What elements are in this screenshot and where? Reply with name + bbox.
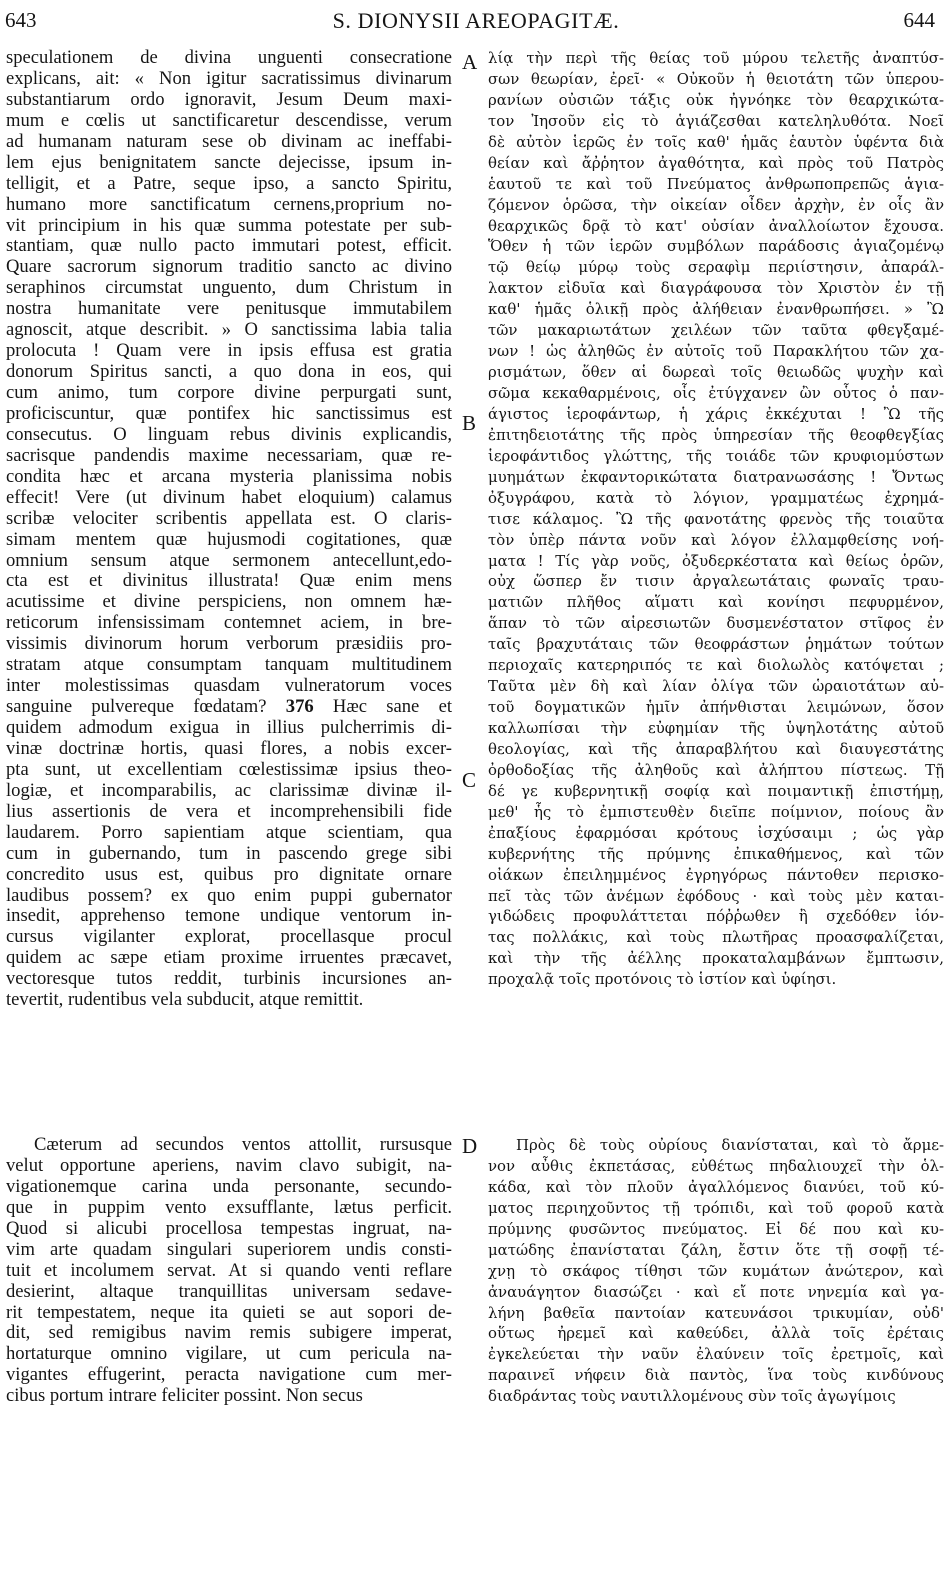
text-line: ματώδης ἐπανίσταται ζάλη, ἔστιν ὅτε τῇ σοφῇ τέ-: [488, 1240, 944, 1259]
text-line: κάδα, καὶ τὸν πλοῦν ἀγαλλόμενος διανύει, τοῦ κύ-: [488, 1177, 944, 1196]
text-line: laudibus possem? ex quo enim puppi gubernator: [6, 884, 452, 906]
text-line: lem ejus benignitatem sancte dejecisse, ipsum in-: [6, 151, 452, 173]
text-line: τον Ἰησοῦν εἰς τὸ ἁγιάζεσθαι κατεληλυθότα. Νοεῖ: [488, 111, 944, 130]
text-line: διαδράντας τοὺς ναυτιλλομένους σὺν τοῖς ἀγωγίμοις: [488, 1387, 896, 1406]
text-line: donorum Spiritus sancti, a quo dona in eos, qui: [6, 361, 452, 383]
text-line: μεθ' ἧς τὸ ἐμπιστευθὲν διεῖπε ποίμνιον, ποίους ἂν: [488, 802, 944, 821]
text-line: logiæ, et incomparabilis, ac clarissimæ divinæ il-: [6, 779, 452, 801]
text-line: concredito usus est, quibus pro dignitate ornare: [6, 863, 452, 885]
text-line: ματος περιηχοῦντος τῇ τρόπιδι, καὶ τοῦ φοροῦ κατὰ: [488, 1198, 944, 1217]
left-page-number: 643: [5, 8, 37, 32]
text-line: vinæ doctrinæ hortis, quasi flores, a nobis excer-: [6, 737, 452, 759]
text-line: effecit! Vere (ut divinum habet eloquium) calamus: [6, 486, 452, 508]
text-line: λίᾳ τὴν περὶ τῆς θείας τοῦ μύρου τελετῆς ἀναπτύσ-: [488, 49, 944, 67]
text-line: ἐπιτηδειοτάτης τῆς πρὸς ὑπηρεσίαν τῆς θεοφθεγξίας: [488, 425, 944, 444]
text-line: περιοχαῖς κατερηριπός τε καὶ διολωλὸς κατόψεται ;: [488, 656, 944, 675]
text-line: condita hæc et arcana mysteria planissima nobis: [6, 465, 452, 487]
text-line: proficiscuntur, quæ pontifex hic sanctissimus est: [6, 402, 452, 424]
text-line: Quare sacrorum signorum traditio sancto ac divino: [6, 256, 452, 278]
text-line: νων ! ὡς ἀληθῶς ἐν αὐτοῖς τοῦ Παρακλήτου τῶν χα-: [488, 342, 944, 361]
text-line: agnoscit, atque describit. » O sanctissima labia talia: [6, 319, 452, 341]
margin-letter-b: B: [462, 411, 477, 435]
text-line: τὸν ὑπὲρ πάντα νοῦν καὶ λόγον ἐλλαμφθείσης νοή-: [488, 530, 944, 549]
text-line: θείαν καὶ ἄῤῥητον ἀγαθότητα, καὶ πρὸς τοῦ Πατρὸς: [488, 153, 944, 172]
text-line: quidem admodum exigua in illius pulcherrimis di-: [6, 717, 452, 738]
text-line: tuit et incolumem servat. At si quando venti reflare: [6, 1259, 452, 1281]
text-line: simam mentem quæ hujusmodi cogitationes, quæ: [6, 528, 452, 550]
text-line: telligit, et a Patre, seque ipso, a sancto Spiritu,: [6, 172, 452, 194]
text-line: μυημάτων ἐκφαντορικώτατα διατρανωσάσης ! Ὄντως: [488, 467, 944, 486]
text-line: ad humanam naturam sese ob divinam ac ineffabi-: [6, 130, 452, 152]
text-line: reticorum infensissimam contemnet aciem, in bre-: [6, 612, 452, 634]
text-line: ταῖς βραχυτάταις τῶν θεοφράστων ῥημάτων τούτων: [488, 635, 944, 654]
text-line: cibus portum intrare feliciter possint. Non secus: [6, 1385, 363, 1407]
text-line: παραινεῖ νήφειν διὰ παντὸς, ἵνα τοὺς κινδύνους: [488, 1366, 944, 1385]
text-line: ὀξυγράφου, κατὰ τὸ λόγιον, γραμματέως ἐχρημά-: [488, 488, 944, 507]
running-title: S. DIONYSII AREOPAGITÆ.: [332, 8, 620, 33]
right-page-number: 644: [903, 8, 935, 32]
text-line: vigationemque carina unda personante, secundo-: [6, 1175, 452, 1197]
text-line: vissimis divinorum horum verborum præsidiis pro-: [6, 633, 452, 655]
text-line: ὀρθοδοξίας τῆς ἀληθοῦς καὶ ἀλήπτου πίστεως. Τῇ: [488, 760, 944, 779]
text-line: omnium sensum atque sermonem antecellunt,edo-: [6, 549, 452, 571]
text-line: nostra humanitate vere penitusque immutabilem: [6, 298, 452, 320]
text-line: laudarem. Porro sapientiam atque scientiam, qua: [6, 821, 452, 843]
greek-column-upper: [488, 48, 944, 990]
text-line: ἑαυτοῦ τε καὶ τοῦ Πνεύματος ἀνθρωποπρεπῶς ἁγια-: [488, 174, 944, 193]
text-line: ἅπαν τὸ τῶν αἱρεσιωτῶν δυσμενέστατον στῖφος ἐν: [488, 614, 944, 633]
text-line: que in puppim vento exsufflante, lætus perficit.: [6, 1196, 452, 1218]
text-line: cum in gubernando, tum in pascendo grege sibi: [6, 842, 452, 864]
text-line: σων θεωρίαν, ἐρεῖ· « Οὐκοῦν ἡ θειοτάτη τῶν ὑπερου-: [488, 69, 944, 88]
text-line: οὕτως ἠρεμεῖ καὶ καθεύδει, ἀλλὰ τοῖς ἐρέταις: [488, 1324, 944, 1343]
text-line: πεῖ τὰς τῶν ἀνέμων ἐφόδους · καὶ τοὺς μὲν καται-: [488, 886, 944, 905]
text-line: σῶμα κεκαθαρμένοις, οἷς ἐτύγχανεν ὢν οὗτος ὁ παν-: [488, 384, 944, 402]
text-line: δὲ αὐτὸν ἱερῶς ἐν τοῖς καθ' ἡμᾶς ἑαυτὸν ὑφέντα διὰ: [488, 132, 944, 151]
text-line: tevertit, rudentibus vela subducit, atque remittit.: [6, 989, 364, 1011]
text-line: ματιῶν πλῆθος αἵματι καὶ κονίησι πεφυρμένον,: [488, 593, 944, 612]
text-line: τας πολλάκις, καὶ τοὺς πλωτῆρας προασφαλίζεται,: [488, 928, 944, 947]
text-line: lius assertionis de vera et incomprehensibili fide: [6, 800, 452, 822]
greek-column-lower: [488, 1135, 944, 1407]
text-line: hortaturque omnino vigilare, ut cum pericula na-: [6, 1343, 452, 1365]
text-line: Ταῦτα μὲν δὴ καὶ λίαν ὀλίγα τῶν ὡραιοτάτων αὐ-: [488, 677, 944, 696]
text-line: Ὅθεν ἡ τῶν ἱερῶν συμβόλων παράδοσις ἁγιαζομένῳ: [488, 237, 944, 256]
text-line: οὐχ ὥσπερ ἔν τισιν ἀργαλεωτάταις φωναῖς τραυ-: [488, 572, 944, 591]
text-line: consecutus. O linguam rebus divinis explicandis,: [6, 423, 452, 445]
text-line: Πρὸς δὲ τοὺς οὐρίους διανίσταται, καὶ τὸ ἄρμε-: [516, 1136, 944, 1154]
text-line: desierint, altaque tranquillitas universam sedave-: [6, 1280, 452, 1302]
text-line: prolocuta ! Quam vere in ipsis effusa est gratia: [6, 340, 452, 362]
text-line: vigantes effugerint, peracta navigatione cum mer-: [6, 1364, 452, 1386]
text-line: θεαρχικῶς δρᾷ τὸ κατ' οὐσίαν ἀναλλοίωτον ἔχουσα.: [488, 216, 944, 235]
text-line: dit, sed remigibus navim remis subigere imperat,: [6, 1322, 452, 1344]
text-line: λήνη βαθεῖα παντοίαν κατευνάσοι τρικυμίαν, οὐδ': [488, 1303, 944, 1322]
text-line: vectoresque tutos reddit, turbinis incursiones an-: [6, 968, 452, 990]
text-line: cta est et divinitus illustrata! Quæ enim mens: [6, 570, 452, 592]
text-line: substantiarum ordo ignoravit, Jesum Deum maxi-: [6, 88, 452, 110]
text-line: γιδώδεις προφυλάττεται πόῤῥωθεν ἢ σχεδόθεν ἰόν-: [488, 907, 944, 926]
text-line: sanguine pulvereque fœdatam? 376 Hæc sane et: [6, 696, 452, 718]
text-line: χνῃ τὸ σκάφος τίθησι τῶν κυμάτων ἀνώτερον, καὶ: [488, 1261, 944, 1280]
text-line: ρανίων οὐσιῶν τάξις οὐκ ἠγνόηκε τὸν θεαρχικώτα-: [488, 90, 944, 109]
text-line: speculationem de divina unguenti consecratione: [6, 47, 452, 68]
text-line: καλλωπίσαι τὴν εὐφημίαν τῆς ὑψηλοτάτης αὐτοῦ: [488, 719, 944, 737]
text-line: τοῦ δογματικῶν ἡμῖν ἀπήνθισται λειμώνων, ὅσον: [488, 698, 944, 717]
text-line: rit tempestatem, neque ita quieti se aut sopori de-: [6, 1301, 452, 1323]
margin-letter-c: C: [462, 768, 477, 792]
latin-column-lower: [6, 1135, 452, 1407]
text-line: velut opportune aperiens, navim clavo subigit, na-: [6, 1154, 452, 1176]
latin-column-upper: [6, 48, 452, 1011]
column-number-marker: 376: [285, 696, 314, 718]
text-line: mum e cœlis ut sanctificaretur descendisse, verum: [6, 109, 452, 131]
text-line: cum animo, tum corpore divine perpurgati sunt,: [6, 382, 452, 403]
text-line: προχαλᾷ τοῖς προτόνοις τὸ ἱστίον καὶ ὑφίησι.: [488, 970, 837, 989]
text-line: λακτον εἰδυῖα καὶ διαγράφουσα τὸν Χριστὸν ἐν τῇ: [488, 279, 944, 298]
text-line: πρύμνης φυσῶντος πνεύματος. Εἰ δέ που καὶ κυ-: [488, 1219, 944, 1238]
text-line: inter molestissimas quasdam vulneratorum voces: [6, 675, 452, 697]
text-line: ρισμάτων, ὅθεν αἱ δωρεαὶ τοῖς θειωδῶς ψυχὴν καὶ: [488, 363, 944, 382]
text-line: δέ γε κυβερνητικῇ σοφίᾳ καὶ ποιμαντικῇ ἐπιστήμῃ,: [488, 781, 944, 800]
text-line: νον αὖθις ἐκπετάσας, εὐθέτως πηδαλιουχεῖ τὴν ὁλ-: [488, 1156, 944, 1175]
text-line: ἀναυάγητον διασώζει · καὶ εἴ ποτε νηνεμία καὶ γα-: [488, 1282, 944, 1301]
text-line: ἐπαξίους ἐφαρμόσαι κρότους ἰσχύσαιμι ; ὡς γὰρ: [488, 823, 944, 842]
text-line: humano more sanctificatum cernens,proprium no-: [6, 193, 452, 215]
text-line: quidem ac sæpe etiam proxime irruentes præcavet,: [6, 947, 452, 969]
text-line: τισε κάλαμος. Ὢ τῆς φανοτάτης φρενὸς τῆς τοιαῦτα: [488, 509, 944, 528]
text-line: ἱεροφάντιδος γλώττης, τῆς τοιάδε τῶν κρυφιομύστων: [488, 446, 944, 465]
text-line: ἐγκελεύεται τὴν ναῦν ἐλαύνειν τοῖς ἐρετμοῖς, καὶ: [488, 1345, 944, 1364]
text-line: vit principium in his quæ summa potestate per sub-: [6, 214, 452, 236]
running-header: [0, 0, 952, 44]
text-line: vim arte quadam singulari superiorem undis consti-: [6, 1238, 452, 1260]
text-line: scribæ velociter scribentis appellata est. O claris-: [6, 507, 452, 529]
text-line: stantiam, quæ nullo pacto immutari potest, efficit.: [6, 235, 452, 257]
text-line: stratam atque consumptam tanquam multitudinem: [6, 654, 452, 676]
text-line: τῷ θείῳ μύρῳ τοὺς σεραφὶμ περιίστησιν, ἀπαράλ-: [488, 258, 944, 277]
text-line: καθ' ἡμᾶς ὁλικῇ πρὸς ἀλήθειαν ἐνανθρωπήσει. » Ὢ: [488, 300, 944, 319]
text-line: Quod si alicubi procellosa tempestas ingruat, na-: [6, 1217, 452, 1239]
text-line: acutissime et divine perspiciens, non omnem hæ-: [6, 591, 452, 613]
text-line: explicans, ait: « Non igitur sacratissimus divinarum: [6, 67, 452, 89]
margin-letter-a: A: [462, 50, 478, 74]
margin-letter-d: D: [462, 1134, 478, 1158]
text-line: κυβερνήτης τῆς πρύμνης ἐπικαθήμενος, καὶ τῶν: [488, 844, 944, 863]
text-line: θεολογίας, καὶ τῆς ἀπαραβλήτου καὶ διαυγεστάτης: [488, 739, 944, 758]
text-line: pta sunt, ut excellentiam cœlestissimæ ipsius theo-: [6, 758, 452, 780]
text-line: καὶ τὴν τῆς ἀέλλης προκαταλαμβάνων ἔμπτωσιν,: [488, 949, 944, 968]
text-line: άγιστος ἱεροφάντωρ, ἡ χάρις ἐκκέχυται ! Ὢ τῆς: [488, 404, 944, 423]
text-line: οἰάκων ἐπειλημμένος ἐγρηγόρως πάντοθεν περισκο-: [488, 865, 944, 884]
text-line: seraphinos circumstat unguento, dum Christum in: [6, 277, 452, 299]
text-line: cursus vigilanter explorat, procellasque procul: [6, 926, 452, 948]
text-line: τῶν μακαριωτάτων χειλέων τῶν ταῦτα φθεγξαμέ-: [488, 321, 944, 340]
text-line: Cæterum ad secundos ventos attollit, rursusque: [34, 1134, 452, 1155]
text-line: ζόμενον ὁρῶσα, τὴν οἰκείαν οἶδεν ἀρχὴν, ἐν οἷς ἂν: [488, 195, 944, 214]
text-line: ματα ! Τίς γὰρ νοῦς, ὀξυδερκέστατα καὶ θείως ὁρῶν,: [488, 551, 944, 570]
text-line: sacrisque pandendis maxime necessariam, quæ re-: [6, 444, 452, 466]
text-line: insedit, apprehenso temone undique ventorum in-: [6, 905, 452, 927]
